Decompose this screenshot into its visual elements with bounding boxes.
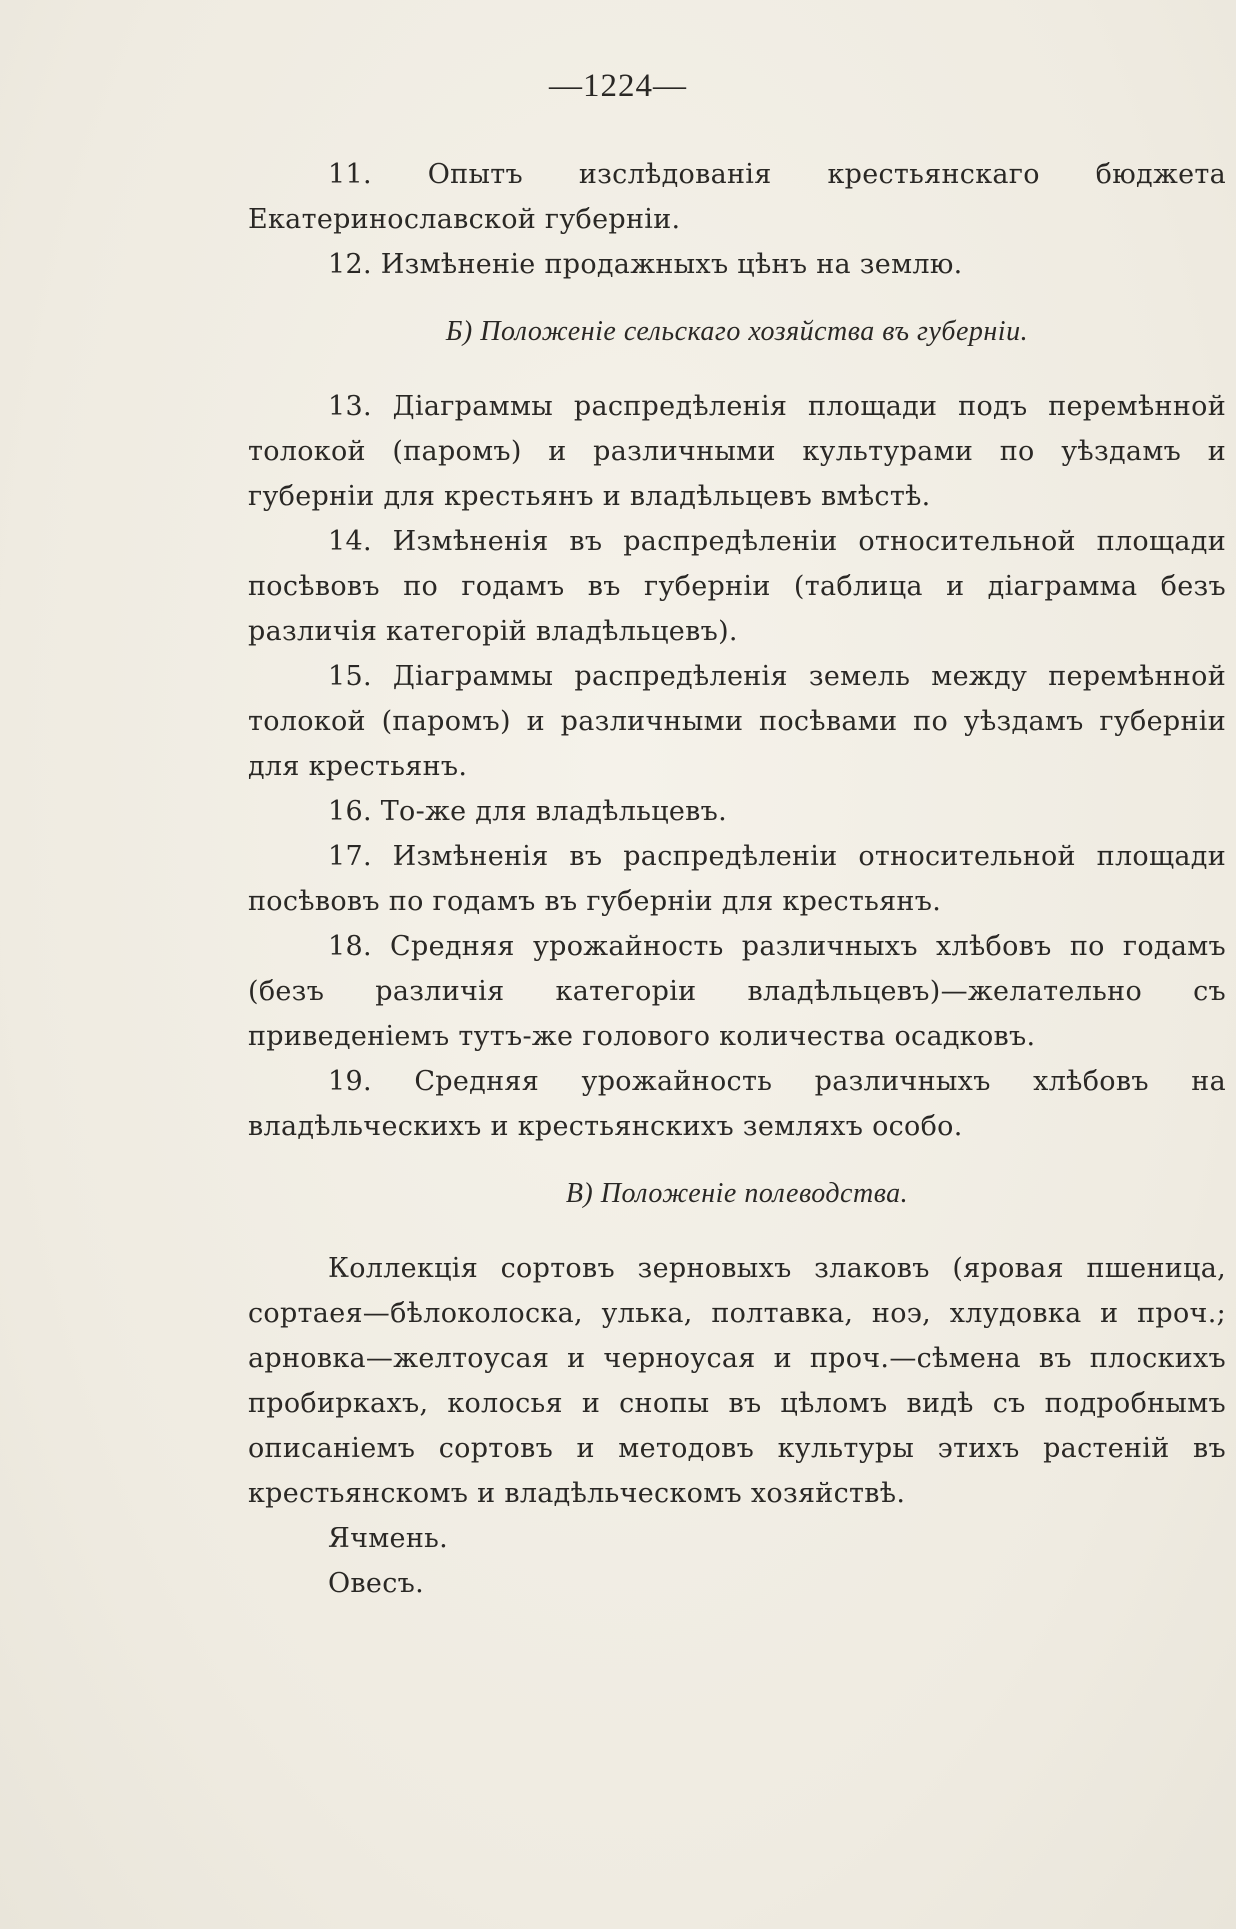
section-heading-b: Б) Положеніе сельскаго хозяйства въ губерніи. [445,316,1029,347]
list-item: Ячмень. [328,1523,449,1554]
list-item: 13. Діаграммы распредѣленія площади подъ перемѣнной толокой (паромъ) и различными культурами по уѣздамъ и губерніи для крестьянъ и владѣльцевъ вмѣстѣ. [248,391,1226,512]
list-item: 17. Измѣненія въ распредѣленіи относительной площади посѣвовъ по годамъ въ губерніи для крестьянъ. [248,841,1226,917]
page-number: —1224— [549,68,687,104]
list-item: 15. Діаграммы распредѣленія земель между перемѣнной толокой (паромъ) и различными посѣвами по уѣздамъ губерніи для крестьянъ. [248,661,1226,782]
list-item: Овесъ. [328,1568,424,1599]
paragraph: Коллекція сортовъ зерновыхъ злаковъ (яровая пшеница, сортаея—бѣлоколоска, улька, полтавка, ноэ, хлудовка и проч.; арновка—желтоусая и черноусая и проч.—сѣмена въ плоскихъ пробиркахъ, колосья и снопы въ цѣломъ видѣ съ подробнымъ описаніемъ сортовъ и методовъ культуры этихъ растеній въ крестьянскомъ и владѣльческомъ хозяйствѣ. [248,1253,1226,1509]
list-item: 14. Измѣненія въ распредѣленіи относительной площади посѣвовъ по годамъ въ губерніи (таблица и діаграмма безъ различія категорій владѣльцевъ). [248,526,1226,647]
list-item: 11. Опытъ изслѣдованія крестьянскаго бюджета Екатеринославской губерніи. [248,159,1226,235]
list-item: 12. Измѣненіе продажныхъ цѣнъ на землю. [328,249,963,280]
text-body [248,152,1226,1606]
list-item: 19. Средняя урожайность различныхъ хлѣбовъ на владѣльческихъ и крестьянскихъ земляхъ особо. [248,1066,1226,1142]
list-item: 18. Средняя урожайность различныхъ хлѣбовъ по годамъ (безъ различія категоріи владѣльцевъ)—желательно съ приведеніемъ тутъ-же голового количества осадковъ. [248,931,1226,1052]
section-heading-c: В) Положеніе полеводства. [565,1178,909,1209]
list-item: 16. То-же для владѣльцевъ. [328,796,728,827]
